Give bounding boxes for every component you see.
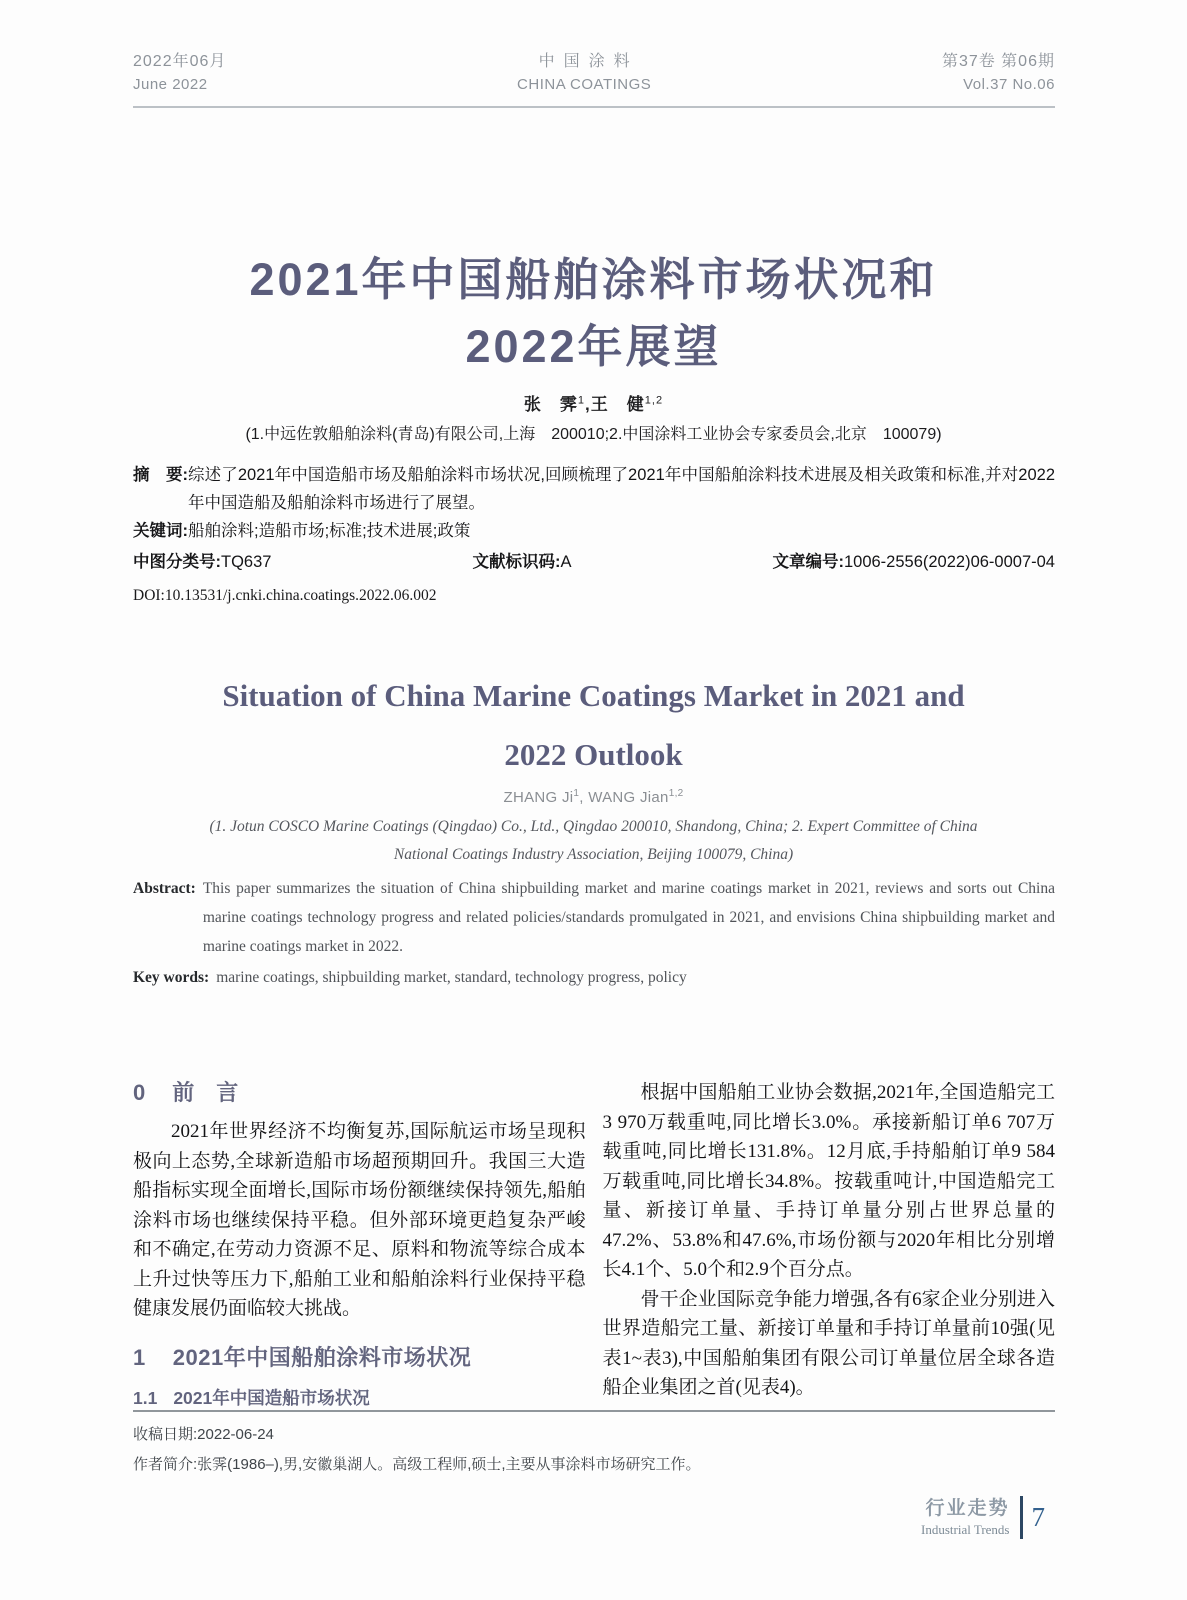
doc-code-label: 文献标识码: [472, 553, 561, 571]
article-body [133, 1078, 1055, 1411]
section-1-heading [133, 1343, 586, 1373]
article-title-en-line2: 2022 Outlook [504, 737, 683, 772]
section-1-1-number: 1.1 [133, 1387, 158, 1408]
author-bio-value: 张霁(1986–),男,安徽巢湖人。高级工程师,硕士,主要从事涂料市场研究工作。 [197, 1456, 701, 1473]
clc-item [133, 548, 271, 576]
article-id-item [772, 548, 1055, 576]
doc-code-item [472, 548, 571, 576]
article-title-cn-line1: 2021年中国船舶涂料市场状况和 [249, 254, 938, 305]
received-date-label: 收稿日期: [133, 1426, 198, 1443]
author-en-1-sup: 1 [573, 788, 580, 799]
article-title-cn-line2: 2022年展望 [465, 321, 722, 372]
journal-name-cn: 中国涂料 [538, 53, 639, 70]
author-en-2-sup: 1,2 [668, 788, 684, 799]
article-id-label: 文章编号: [772, 553, 844, 571]
section-0-number: 0 [133, 1080, 146, 1105]
keywords-cn-text: 船舶涂料;造船市场;标准;技术进展;政策 [188, 522, 471, 540]
body-column-left [133, 1078, 586, 1411]
received-date-line [133, 1420, 1055, 1450]
abstract-en-row [133, 874, 1055, 961]
abstract-cn-label: 摘 要: [133, 466, 188, 484]
right-paragraph-2: 骨干企业国际竞争能力增强,各有6家企业分别进入世界造船完工量、新接订单量和手持订单量前10强(见表1~表3),中国船舶集团有限公司订单量位居全球各造船企业集团之首(见表4)。 [602, 1288, 1055, 1398]
affiliation-cn: (1.中远佐敦船舶涂料(青岛)有限公司,上海 200010;2.中国涂料工业协会专家委员会,北京 100079) [245, 426, 942, 443]
footer-column-en: Industrial Trends [921, 1522, 1010, 1537]
body-column-right [603, 1078, 1056, 1411]
affiliation-en-line2: National Coatings Industry Association, Beijing 100079, China) [393, 846, 794, 863]
header-date [133, 50, 226, 97]
clc-label: 中图分类号: [133, 553, 221, 571]
affiliation-en-line1: (1. Jotun COSCO Marine Coatings (Qingdao) Co., Ltd., Qingdao 200010, Shandong, China; 2. Expert Committee of China [209, 818, 978, 835]
author-cn-1-sup: 1 [577, 394, 586, 407]
author-en-2: WANG Jian [588, 789, 669, 806]
abstract-cn-text: 综述了2021年中国造船市场及船舶涂料市场状况,回顾梳理了2021年中国船舶涂料技术进展及相关政策和标准,并对2022年中国造船及船舶涂料市场进行了展望。 [188, 466, 1055, 512]
keywords-en-label: Key words: [133, 969, 210, 986]
keywords-cn-label: 关键词: [133, 522, 188, 540]
author-bio-label: 作者简介: [133, 1456, 198, 1473]
doc-code-value: A [560, 553, 572, 571]
section-0-heading [133, 1078, 586, 1108]
author-cn-2-sup: 1,2 [644, 394, 664, 407]
authors-cn [0, 390, 1187, 415]
article-title-en-line1: Situation of China Marine Coatings Market in 2021 and [222, 678, 965, 713]
page-number: 7 [1031, 1502, 1045, 1532]
classification-row [133, 548, 1055, 576]
received-date-value: 2022-06-24 [197, 1426, 274, 1443]
footer-column-name [921, 1497, 1009, 1538]
article-title-en [40, 666, 1147, 784]
header-date-en: June 2022 [133, 76, 208, 93]
section-0-title: 前 言 [172, 1080, 239, 1105]
doi: DOI:10.13531/j.cnki.china.coatings.2022.06.002 [133, 587, 437, 604]
affiliation-en [130, 813, 1057, 869]
footer-column-cn: 行业走势 [925, 1498, 1010, 1519]
keywords-en-text: marine coatings, shipbuilding market, standard, technology progress, policy [216, 969, 687, 986]
right-paragraph-1: 根据中国船舶工业协会数据,2021年,全国造船完工3 970万载重吨,同比增长3.0%。承接新船订单6 707万载重吨,同比增长131.8%。12月底,手持船舶订单9 584万载重吨,同比增长34.8%。按载重吨计,中国造船完工量、新接订单量、手持订单量分别占世界总量的47.2%、53.8%和47.6%,市场份额与2020年相比分别增长4.1个、5.0个和2.9个百分点。 [602, 1082, 1055, 1280]
abstract-cn-row [133, 461, 1055, 517]
header-date-cn: 2022年06月 [133, 53, 227, 70]
page-footer [921, 1496, 1045, 1539]
abstract-en-text: This paper summarizes the situation of China shipbuilding market and marine coatings market in 2021, reviews and sorts out China marine coatings technology progress and related policies/standards promulgated in 2021, and envisions China shipbuilding market and marine coatings market in 2022. [202, 880, 1055, 955]
section-1-title: 2021年中国船舶涂料市场状况 [172, 1344, 472, 1370]
header-journal-name [517, 50, 651, 97]
clc-value: TQ637 [221, 553, 272, 571]
author-cn-2: 王 健 [590, 395, 645, 414]
meta-cn [133, 461, 1055, 609]
section-1-1-heading [133, 1385, 586, 1411]
section-1-number: 1 [133, 1344, 146, 1370]
author-en-1: ZHANG Ji [503, 789, 574, 806]
header-issue-cn: 第37卷 第06期 [941, 53, 1055, 70]
author-bio-line [133, 1450, 1055, 1480]
authors-en-separator: , [579, 789, 589, 806]
authors-en [0, 788, 1187, 806]
footer-divider-bar [1020, 1496, 1023, 1539]
author-cn-1: 张 霁 [523, 395, 578, 414]
authors-cn-separator: , [585, 395, 591, 414]
section-0-paragraph: 2021年世界经济不均衡复苏,国际航运市场呈现积极向上态势,全球新造船市场超预期回升。我国三大造船指标实现全面增长,国际市场份额继续保持领先,船舶涂料市场也继续保持平稳。但外部环境更趋复杂严峻和不确定,在劳动力资源不足、原料和物流等综合成本上升过快等压力下,船舶工业和船舶涂料行业保持平稳健康发展仍面临较大挑战。 [133, 1121, 586, 1319]
section-1-1-title: 2021年中国造船市场状况 [173, 1387, 370, 1408]
article-id-value: 1006-2556(2022)06-0007-04 [843, 553, 1055, 571]
journal-header [133, 50, 1055, 108]
header-issue [942, 50, 1055, 97]
meta-en [133, 874, 1055, 992]
abstract-en-label: Abstract: [133, 880, 196, 897]
keywords-en-row [133, 963, 1055, 992]
keywords-cn-row [133, 517, 1055, 545]
header-issue-en: Vol.37 No.06 [963, 76, 1055, 93]
footnote [133, 1410, 1055, 1480]
article-title-cn [60, 246, 1127, 380]
journal-name-en: CHINA COATINGS [517, 76, 652, 93]
